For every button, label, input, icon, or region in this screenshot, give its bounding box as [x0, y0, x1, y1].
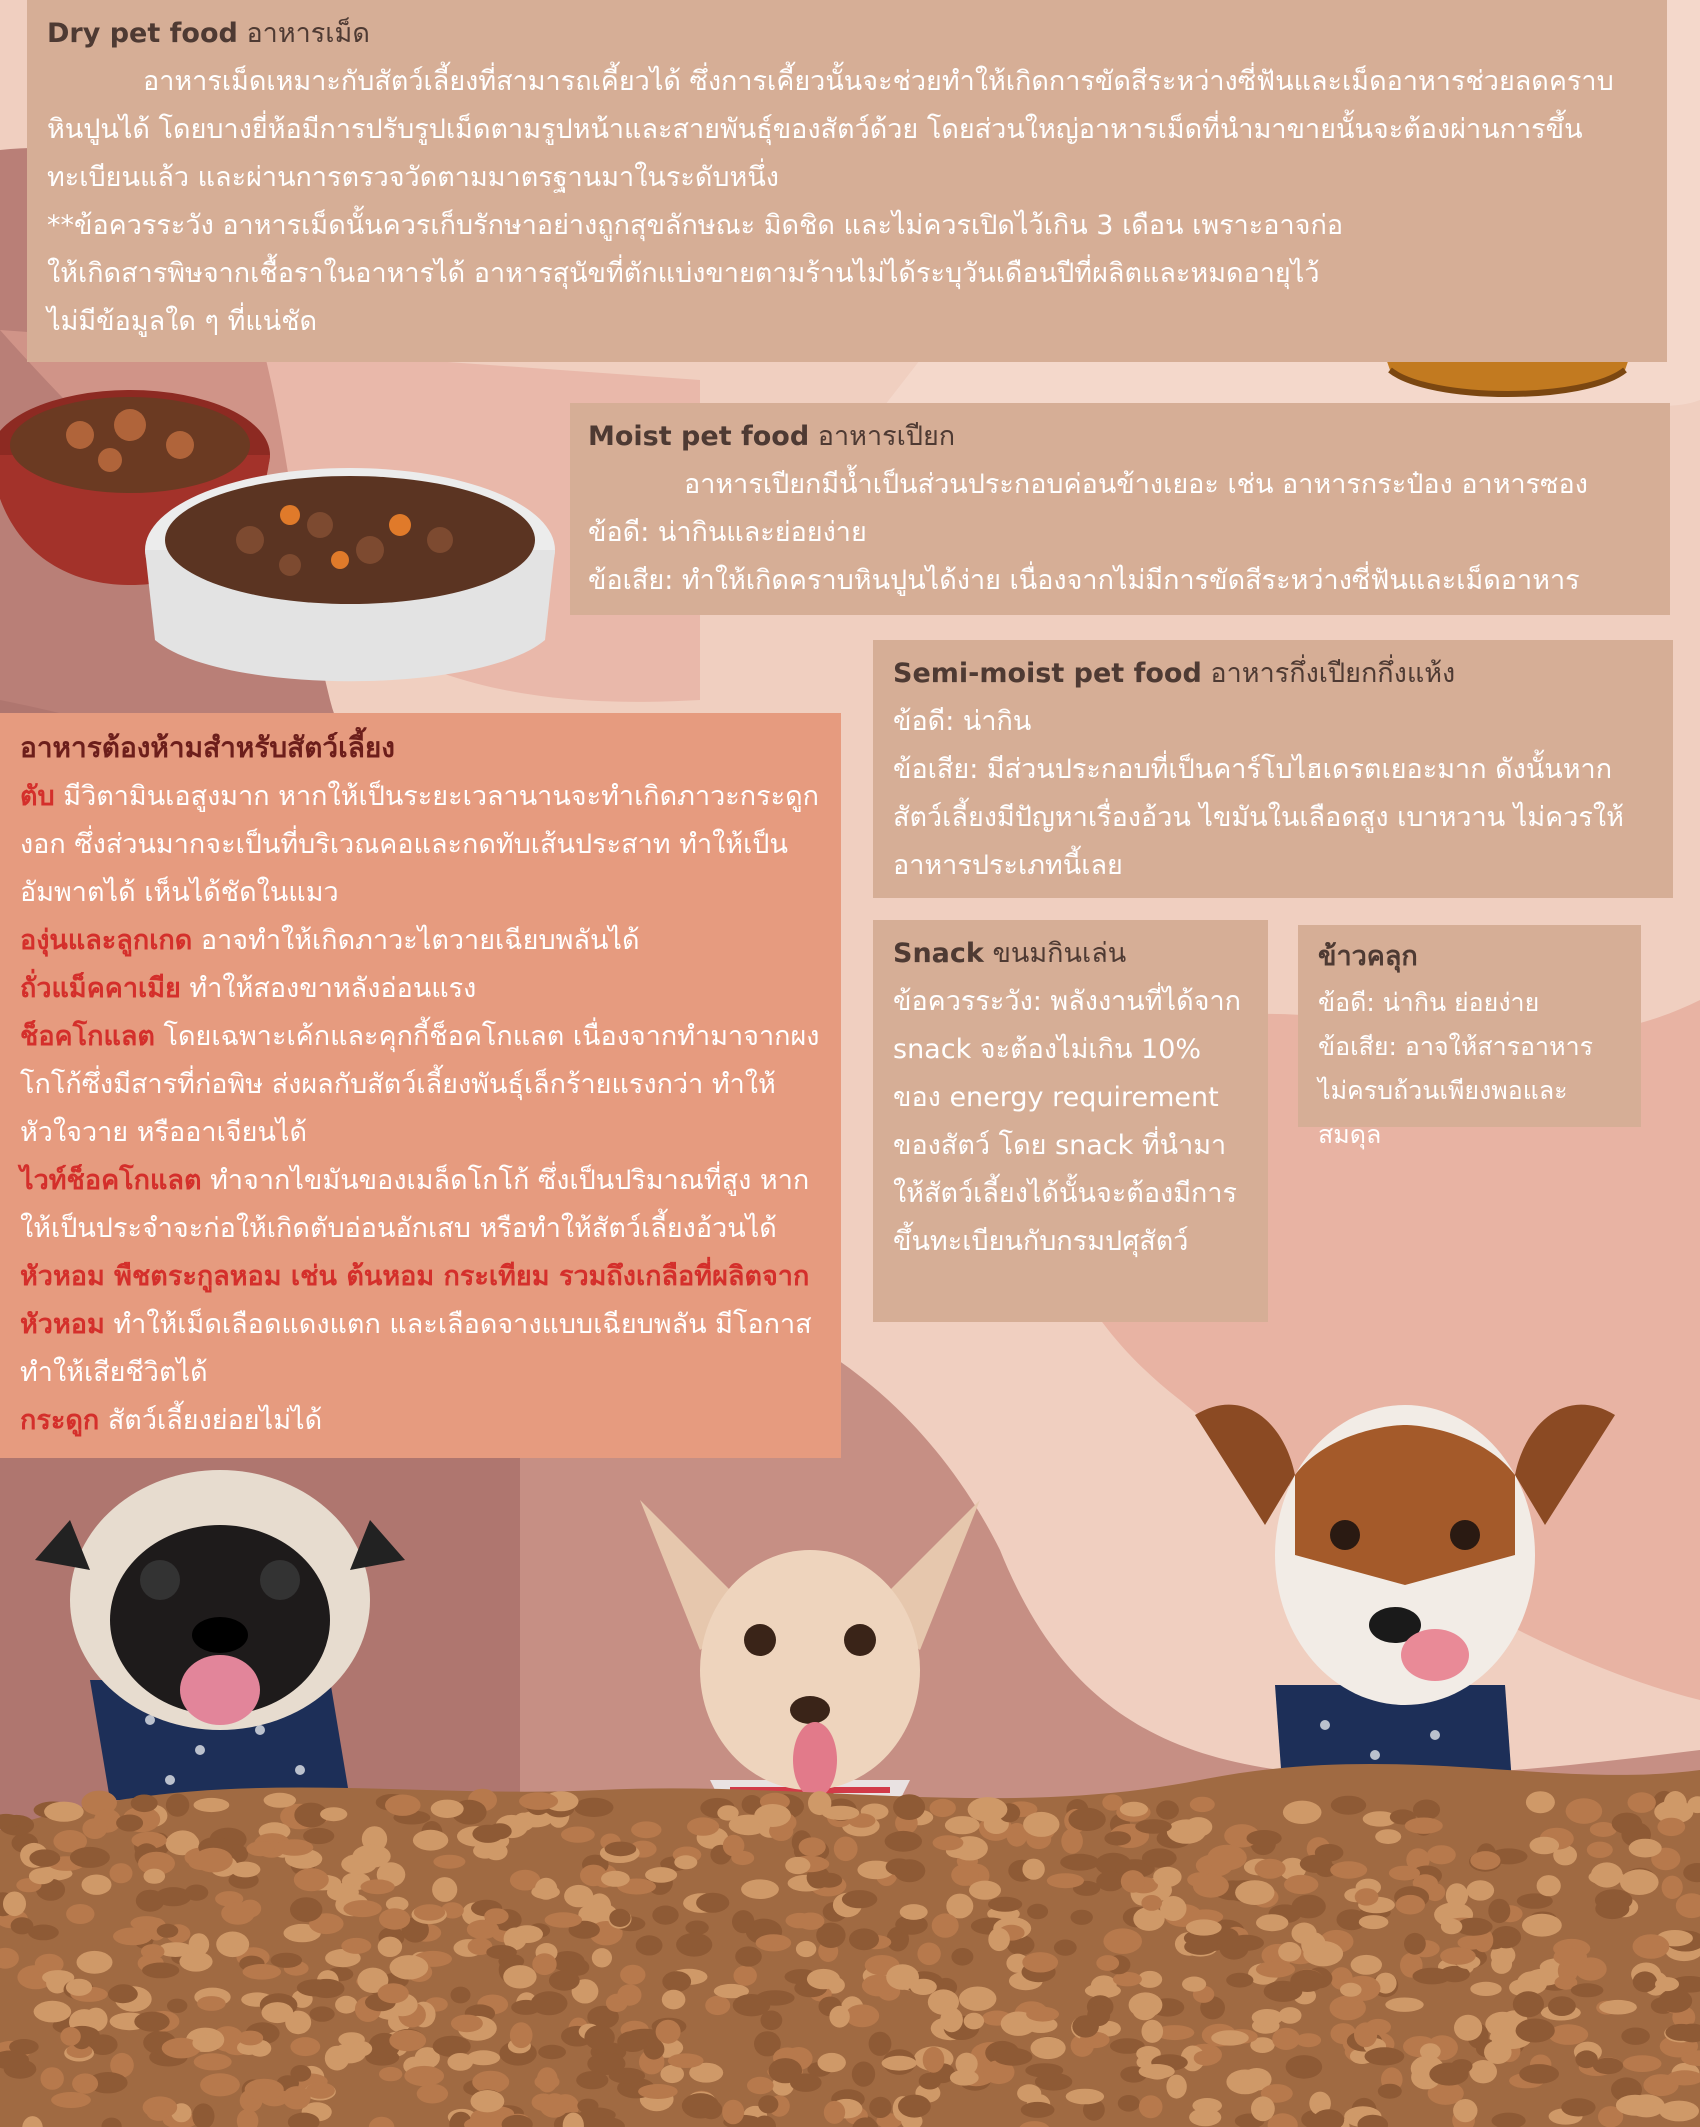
dry-food-description: อาหารเม็ดเหมาะกับสัตว์เลี้ยงที่สามารถเคี้ยวได้ ซึ่งการเคี้ยวนั้นจะช่วยทำให้เกิดการขัดสีระหว่างซี่ฟันและเม็ดอาหารช่วยลดคราบหินปูนได้ โดยบางยี่ห้อมีการปรับรูปเม็ดตามรูปหน้าและสายพันธุ์ของสัตว์ด้วย โดยส่วนใหญ่อาหารเม็ดที่นำมาขายนั้นจะต้องผ่านการขึ้นทะเบียนแล้ว และผ่านการตรวจวัดตามมาตรฐานมาในระดับหนึ่ง — [47, 66, 1614, 193]
forbidden-food-keyword: กระดูก — [20, 1405, 100, 1436]
moist-food-panel — [570, 403, 1670, 615]
forbidden-foods-list — [20, 773, 821, 1445]
forbidden-food-keyword: ไวท์ช็อคโกแลต — [20, 1165, 202, 1196]
moist-food-description: อาหารเปียกมีน้ำเป็นส่วนประกอบค่อนข้างเยอะ เช่น อาหารกระป๋อง อาหารซอง — [684, 469, 1588, 500]
rice-mix-title: ข้าวคลุก — [1318, 941, 1418, 972]
semi-moist-pro: ข้อดี: น่ากิน — [893, 706, 1032, 737]
snack-body: ข้อควรระวัง: พลังงานที่ได้จาก snack จะต้องไม่เกิน 10% ของ energy requirement ของสัตว์ โดย snack ที่นำมาให้สัตว์เลี้ยงได้นั้นจะต้องมีการขึ้นทะเบียนกับกรมปศุสัตว์ — [893, 986, 1241, 1257]
snack-panel — [873, 920, 1268, 1322]
rice-mix-panel — [1298, 925, 1641, 1149]
dry-food-panel — [27, 0, 1667, 362]
snack-title: Snack ขนมกินเล่น — [893, 938, 1127, 969]
forbidden-food-keyword: ช็อคโกแลต — [20, 1021, 155, 1052]
forbidden-food-keyword: องุ่นและลูกเกด — [20, 925, 193, 956]
forbidden-food-item — [20, 1253, 821, 1397]
moist-food-title: Moist pet food อาหารเปียก — [588, 421, 956, 452]
forbidden-food-detail: โดยเฉพาะเค้กและคุกกี้ช็อคโกแลต เนื่องจากทำมาจากผงโกโก้ซึ่งมีสารที่ก่อพิษ ส่งผลกับสัตว์เลี้ยงพันธุ์เล็กร้ายแรงกว่า ทำให้หัวใจวาย หรืออาเจียนได้ — [20, 1021, 820, 1148]
forbidden-food-detail: มีวิตามินเอสูงมาก หากให้เป็นระยะเวลานานจะทำเกิดภาวะกระดูกงอก ซึ่งส่วนมากจะเป็นที่บริเวณคอและกดทับเส้นประสาท ทำให้เป็นอัมพาตได้ เห็นได้ชัดในแมว — [20, 781, 820, 908]
rice-mix-con: ข้อเสีย: อาจให้สารอาหารไม่ครบถ้วนเพียงพอและสมดุล — [1318, 1032, 1594, 1149]
forbidden-food-detail: ทำให้สองขาหลังอ่อนแรง — [180, 973, 477, 1004]
semi-moist-title: Semi-moist pet food อาหารกึ่งเปียกกึ่งแห้ง — [893, 658, 1456, 689]
forbidden-food-detail: สัตว์เลี้ยงย่อยไม่ได้ — [99, 1405, 323, 1436]
moist-food-pro: ข้อดี: น่ากินและย่อยง่าย — [588, 517, 867, 548]
semi-moist-con: ข้อเสีย: มีส่วนประกอบที่เป็นคาร์โบไฮเดรตเยอะมาก ดังนั้นหากสัตว์เลี้ยงมีปัญหาเรื่องอ้วน ไขมันในเลือดสูง เบาหวาน ไม่ควรให้อาหารประเภทนี้เลย — [893, 754, 1624, 881]
forbidden-food-item — [20, 1157, 821, 1253]
forbidden-food-keyword: หัวหอม พืชตระกูลหอม เช่น ต้นหอม กระเทียม รวมถึงเกลือที่ผลิตจากหัวหอม — [20, 1261, 810, 1340]
forbidden-foods-panel — [0, 713, 841, 1458]
dry-food-warning: **ข้อควรระวัง อาหารเม็ดนั้นควรเก็บรักษาอย่างถูกสุขลักษณะ มิดชิด และไม่ควรเปิดไว้เกิน 3 เดือน เพราะอาจก่อให้เกิดสารพิษจากเชื้อราในอาหารได้ อาหารสุนัขที่ตักแบ่งขายตามร้านไม่ได้ระบุวันเดือนปีที่ผลิตและหมดอายุไว้ ไม่มีข้อมูลใด ๆ ที่แน่ชัด — [47, 210, 1344, 337]
forbidden-foods-heading: อาหารต้องห้ามสำหรับสัตว์เลี้ยง — [20, 731, 395, 764]
forbidden-food-item — [20, 1013, 821, 1157]
forbidden-food-detail: อาจทำให้เกิดภาวะไตวายเฉียบพลันได้ — [192, 925, 640, 956]
forbidden-food-detail: ทำให้เม็ดเลือดแดงแตก และเลือดจางแบบเฉียบพลัน มีโอกาสทำให้เสียชีวิตได้ — [20, 1309, 812, 1388]
forbidden-food-detail: ทำจากไขมันของเมล็ดโกโก้ ซึ่งเป็นปริมาณที่สูง หากให้เป็นประจำจะก่อให้เกิดตับอ่อนอักเสบ หรือทำให้สัตว์เลี้ยงอ้วนได้ — [20, 1165, 810, 1244]
forbidden-food-item — [20, 965, 821, 1013]
rice-mix-pro: ข้อดี: น่ากิน ย่อยง่าย — [1318, 988, 1540, 1017]
dry-food-title: Dry pet food อาหารเม็ด — [47, 18, 370, 49]
moist-food-con: ข้อเสีย: ทำให้เกิดคราบหินปูนได้ง่าย เนื่องจากไม่มีการขัดสีระหว่างซี่ฟันและเม็ดอาหาร — [588, 565, 1580, 596]
forbidden-food-item — [20, 1397, 821, 1445]
moist-food-bowls-image — [0, 375, 560, 690]
forbidden-food-item — [20, 917, 821, 965]
forbidden-food-item — [20, 773, 821, 917]
forbidden-food-keyword: ตับ — [20, 781, 55, 812]
forbidden-food-keyword: ถั่วแม็คคาเมีย — [20, 973, 181, 1004]
semi-moist-panel — [873, 640, 1673, 898]
kibble-pile-image — [0, 1740, 1700, 2127]
